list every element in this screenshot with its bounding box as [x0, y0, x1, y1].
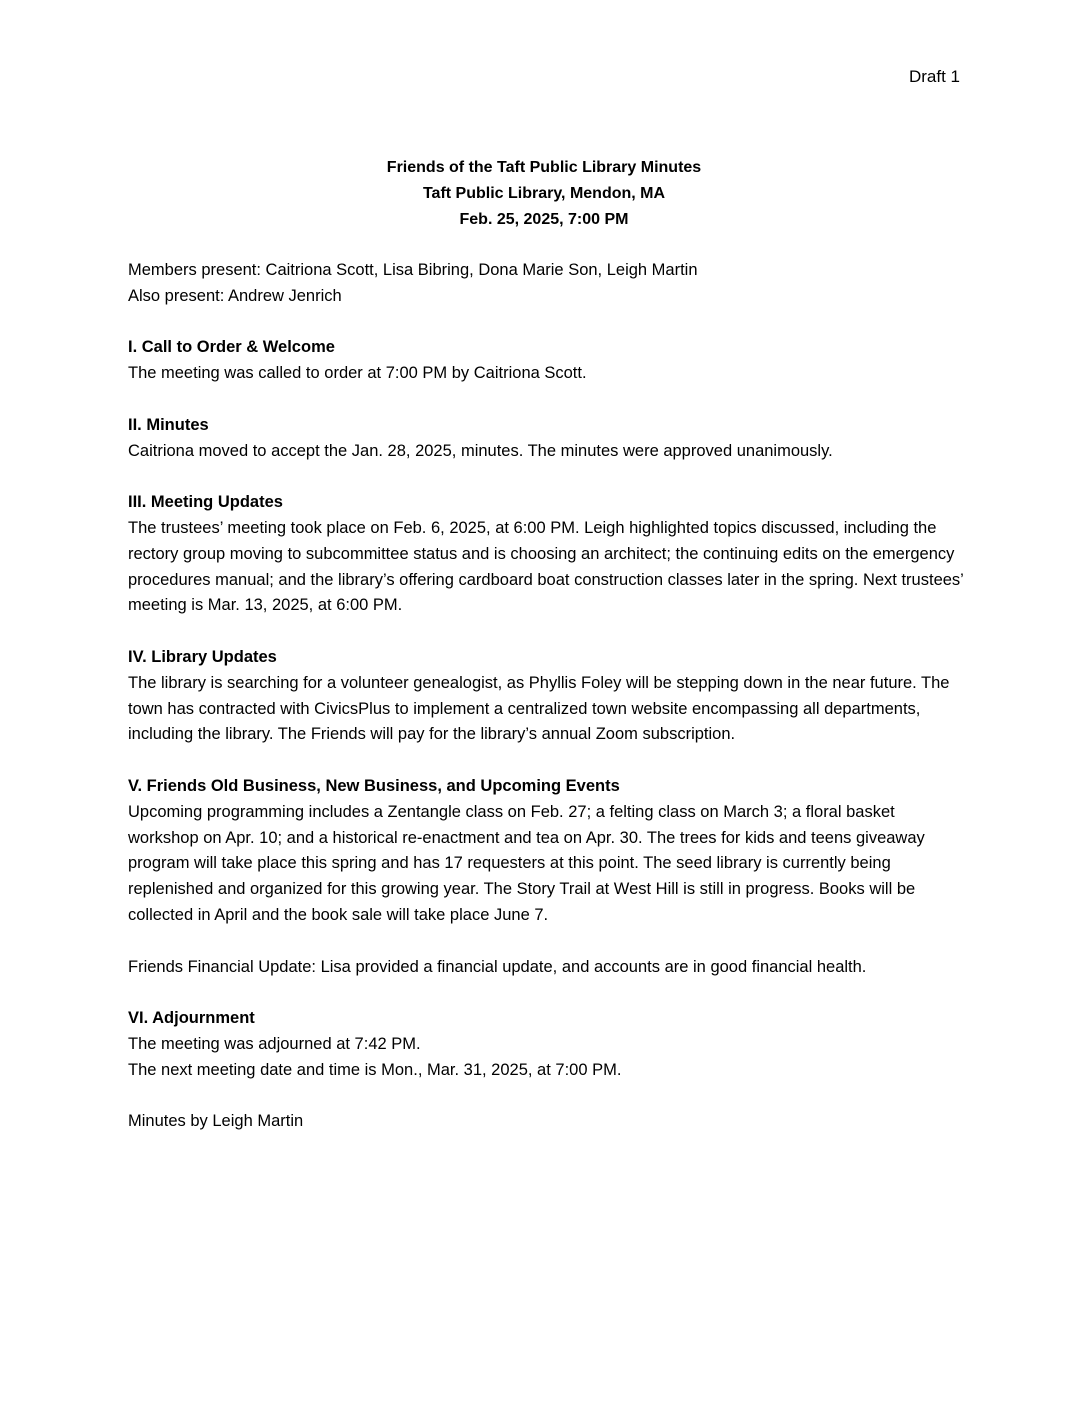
section-heading-library-updates: IV. Library Updates — [128, 647, 277, 666]
minutes-by: Minutes by Leigh Martin — [128, 1112, 304, 1131]
also-present: Also present: Andrew Jenrich — [128, 286, 342, 305]
members-present: Members present: Caitriona Scott, Lisa Bibring, Dona Marie Son, Leigh Martin — [128, 261, 698, 279]
section-body-call-to-order: The meeting was called to order at 7:00 PM by Caitriona Scott. — [128, 364, 587, 383]
section-heading-call-to-order: I. Call to Order & Welcome — [128, 338, 335, 357]
adjournment-line-1: The meeting was adjourned at 7:42 PM. — [128, 1034, 421, 1053]
financial-update: Friends Financial Update: Lisa provided a financial update, and accounts are in good financial health. — [128, 957, 867, 976]
document-body — [128, 258, 964, 1135]
draft-label: Draft 1 — [908, 67, 960, 86]
section-heading-meeting-updates: III. Meeting Updates — [128, 493, 283, 512]
spacer — [128, 748, 964, 774]
section-body-meeting-updates: The trustees’ meeting took place on Feb. 6, 2025, at 6:00 PM. Leigh highlighted topics discussed, including the rectory group moving to subcommittee status and is choosing an architect; the continuing edits on the emergency procedures manual; and the library’s offering cardboard boat construction classes later in the spring. Next trustees’ meeting is Mar. 13, 2025, at 6:00 PM. — [128, 518, 964, 615]
spacer — [128, 619, 964, 645]
section-heading-minutes: II. Minutes — [128, 415, 209, 434]
spacer — [128, 929, 964, 955]
title-line-3: Feb. 25, 2025, 7:00 PM — [459, 211, 629, 228]
spacer — [128, 387, 964, 413]
title-line-1: Friends of the Taft Public Library Minutes — [386, 159, 702, 176]
section-body-minutes: Caitriona moved to accept the Jan. 28, 2025, minutes. The minutes were approved unanimously. — [128, 441, 833, 460]
spacer — [128, 1084, 964, 1110]
spacer — [128, 980, 964, 1006]
section-body-friends-business: Upcoming programming includes a Zentangle class on Feb. 27; a felting class on March 3; a floral basket workshop on Apr. 10; and a historical re-enactment and tea on Apr. 30. The trees for kids and teens giveaway program will take place this spring and has 17 requesters at this point. The seed library is currently being replenished and organized for this growing year. The Story Trail at West Hill is still in progress. Books will be collected in April and the book sale will take place June 7. — [128, 802, 925, 924]
adjournment-line-2: The next meeting date and time is Mon., Mar. 31, 2025, at 7:00 PM. — [128, 1060, 622, 1079]
spacer — [128, 464, 964, 490]
section-heading-adjournment: VI. Adjournment — [128, 1009, 255, 1028]
title-line-2: Taft Public Library, Mendon, MA — [422, 185, 666, 202]
spacer — [128, 310, 964, 336]
section-heading-friends-business: V. Friends Old Business, New Business, and Upcoming Events — [128, 776, 620, 795]
document-title — [0, 155, 1088, 233]
section-body-library-updates: The library is searching for a volunteer genealogist, as Phyllis Foley will be stepping down in the near future. The town has contracted with CivicsPlus to implement a centralized town website encompassing all departments, including the library. The Friends will pay for the library’s annual Zoom subscription. — [128, 673, 950, 744]
